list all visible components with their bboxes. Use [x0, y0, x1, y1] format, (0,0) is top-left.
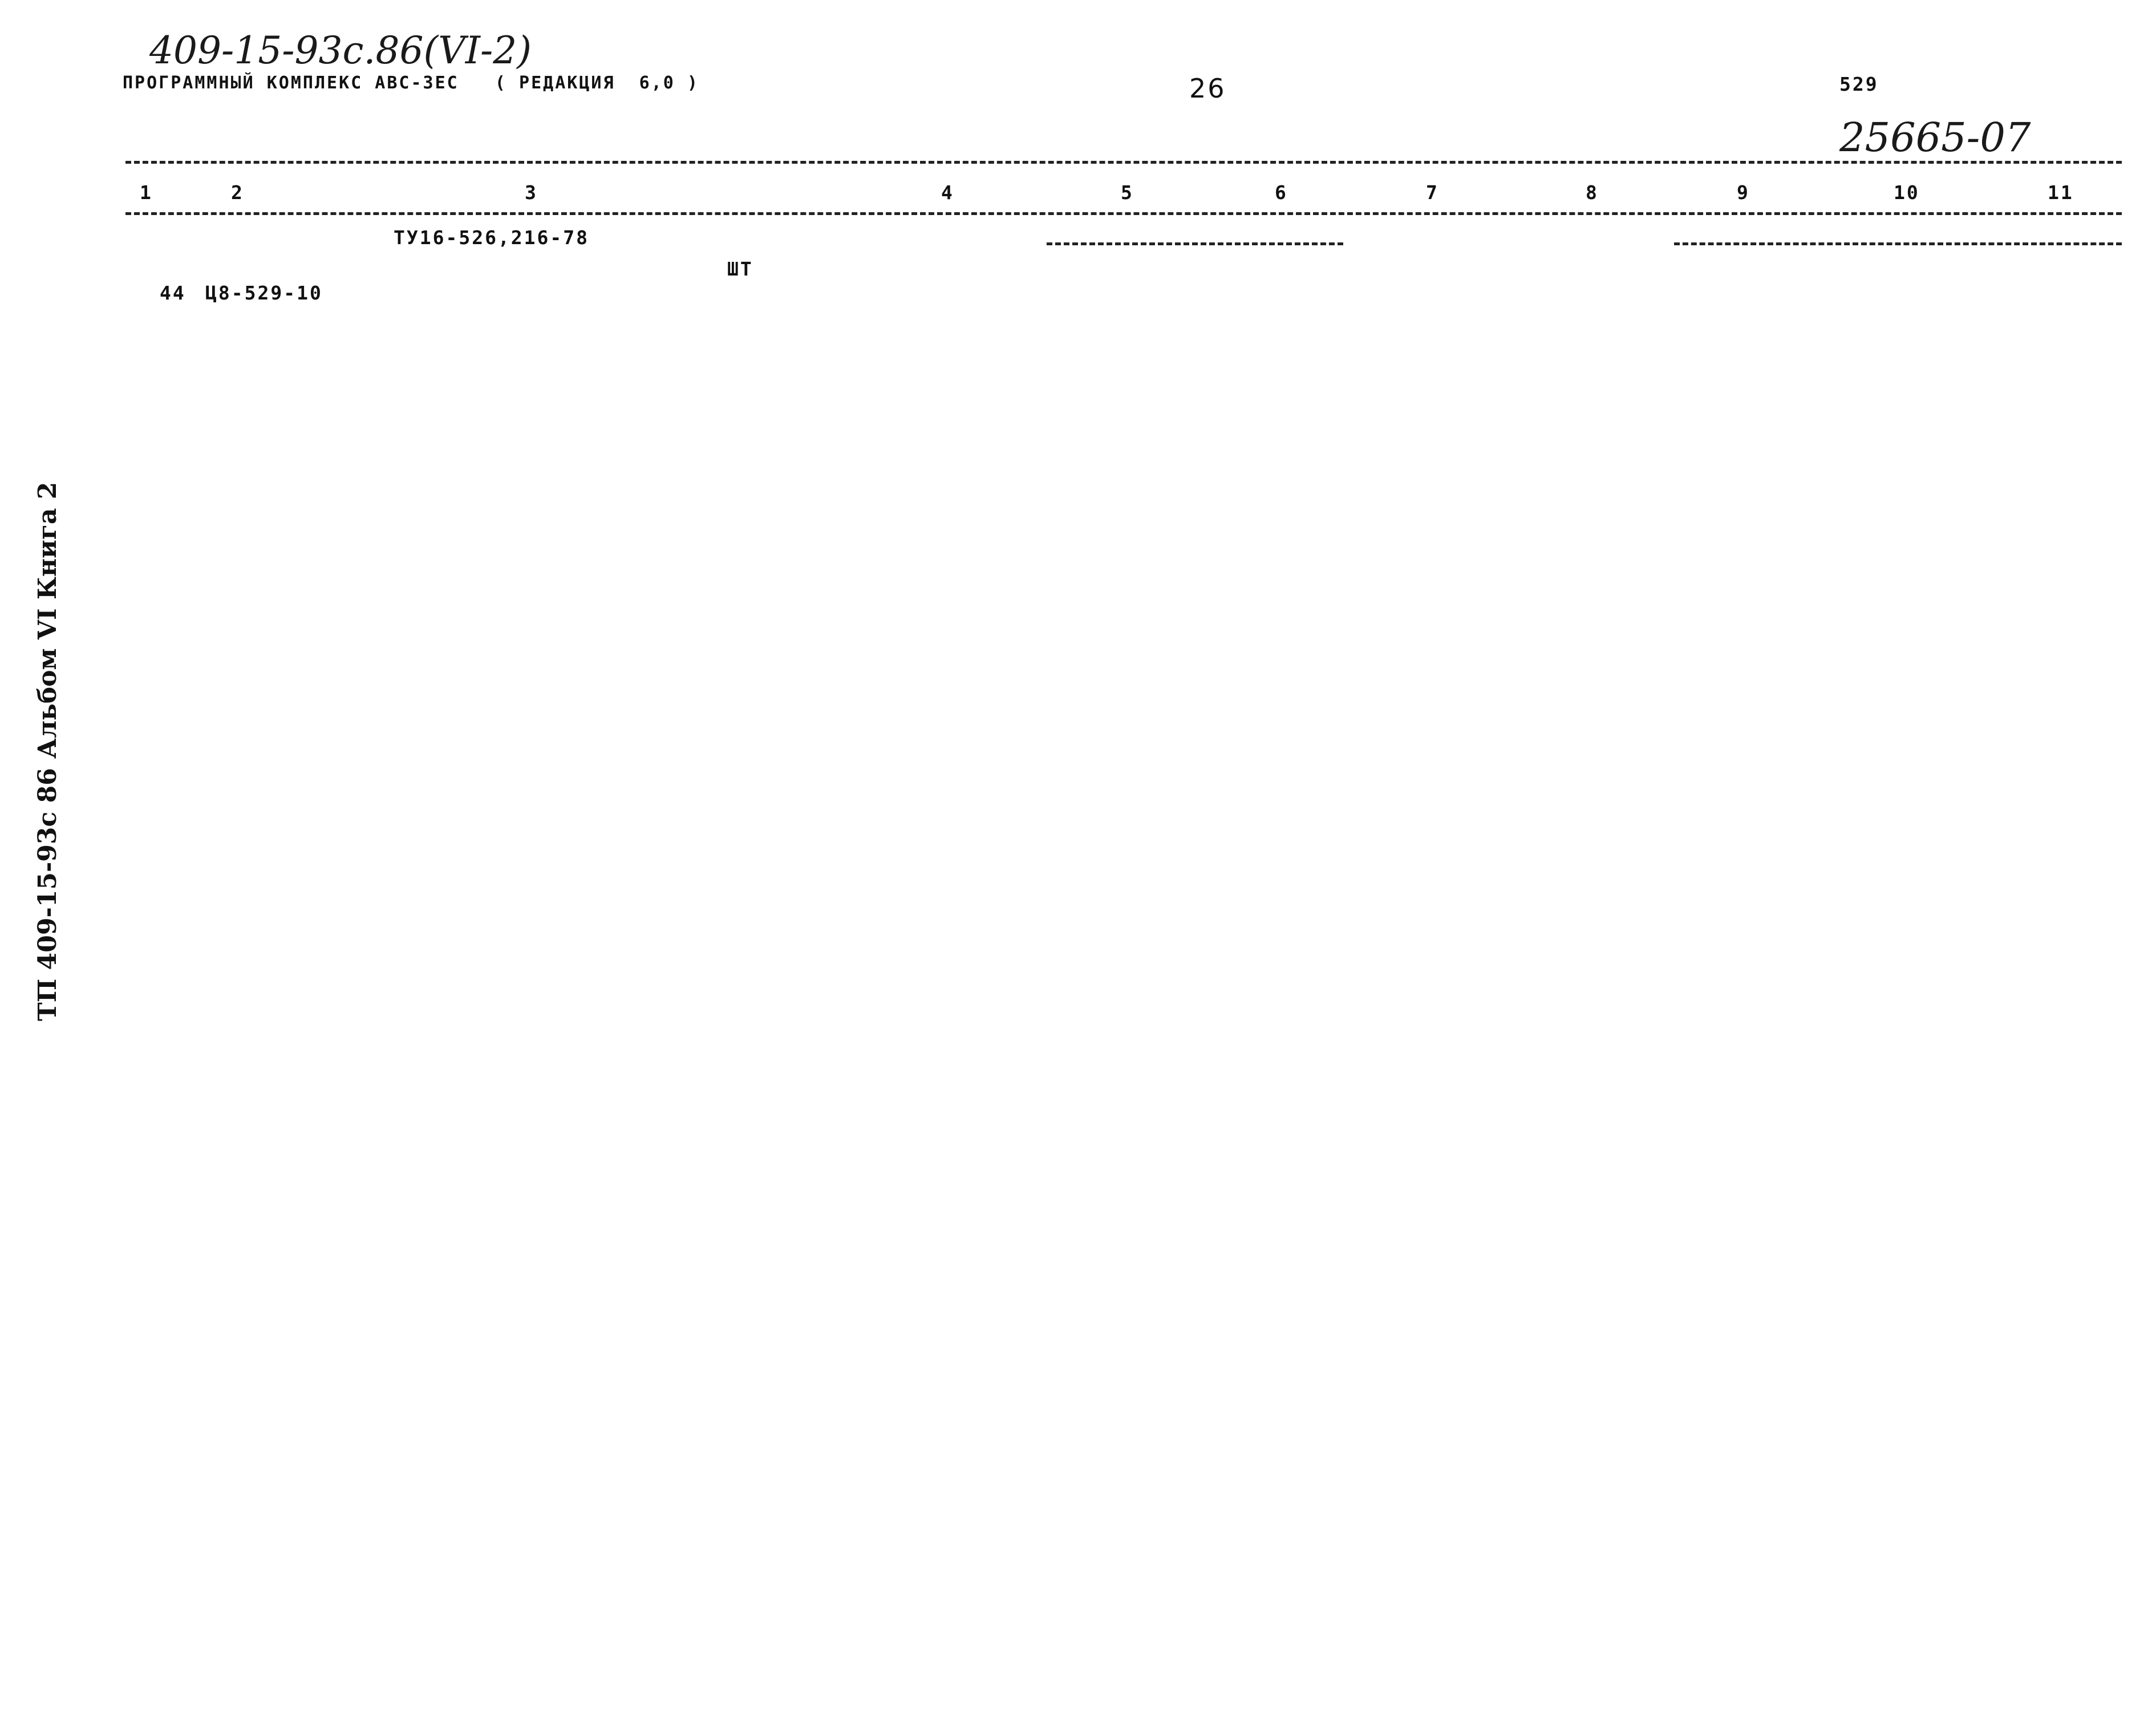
sheet-number: 529 [1839, 73, 1879, 95]
value-divider [1674, 242, 2122, 245]
header-rule-top [125, 161, 2122, 164]
column-header-7: 7 [1426, 181, 1439, 204]
column-header-3: 3 [525, 181, 538, 204]
column-header-6: 6 [1275, 181, 1288, 204]
handwritten-number: 25665-07 [1839, 114, 2031, 161]
page-number: 26 [1189, 73, 1226, 104]
row-unit: ШТ [727, 258, 753, 280]
column-header-4: 4 [941, 181, 954, 204]
column-header-5: 5 [1121, 181, 1134, 204]
column-header-8: 8 [1586, 181, 1599, 204]
column-header-11: 11 [2048, 181, 2074, 204]
side-label-album: Альбом VI Книга 2 [33, 481, 62, 759]
column-header-10: 10 [1894, 181, 1920, 204]
row-number: 44 [160, 282, 186, 304]
value-divider [1047, 242, 1343, 245]
header-rule-bottom [125, 212, 2122, 215]
column-header-9: 9 [1737, 181, 1750, 204]
program-title: ПРОГРАММНЫЙ КОМПЛЕКС АВС-3ЕС ( РЕДАКЦИЯ 6,0 ) [123, 73, 699, 93]
row-desc: ТУ16-526,216-78 [394, 226, 590, 249]
column-header-2: 2 [231, 181, 244, 204]
column-header-1: 1 [140, 181, 153, 204]
handwritten-code: 409-15-93с.86(VI-2) [149, 29, 532, 72]
row-code: Ц8-529-10 [205, 282, 323, 304]
side-label-code: ТП 409-15-93с 86 [33, 768, 62, 1021]
